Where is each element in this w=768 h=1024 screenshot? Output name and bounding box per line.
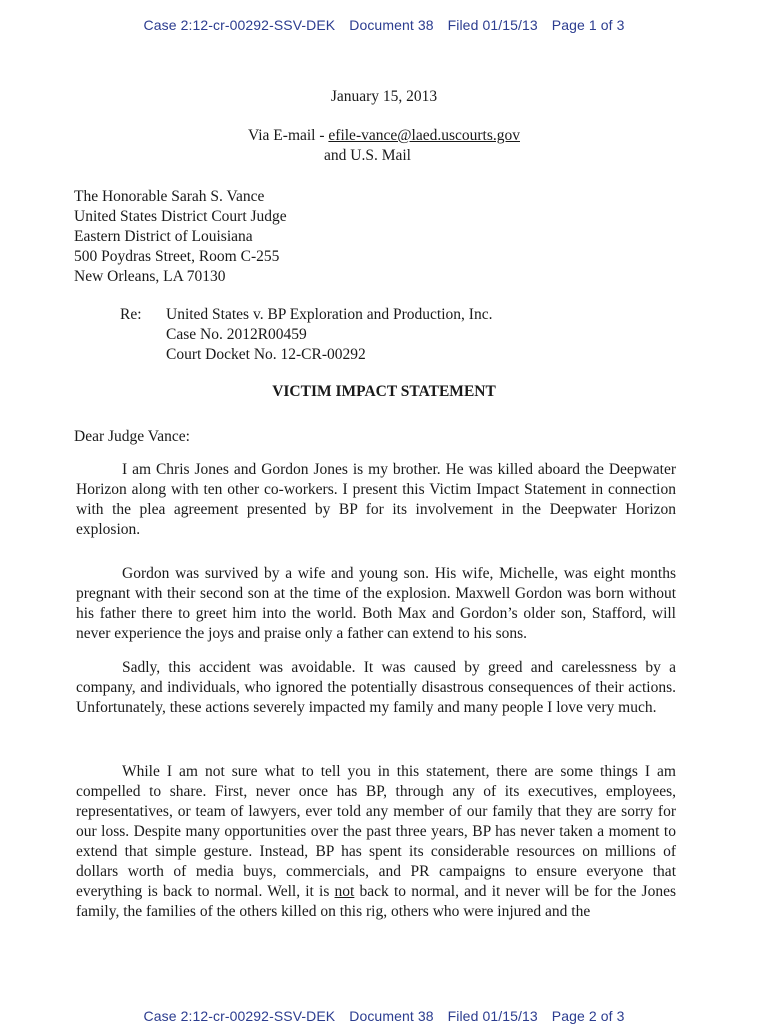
re-line: Case No. 2012R00459 — [166, 326, 307, 343]
salutation: Dear Judge Vance: — [74, 428, 190, 445]
body-paragraph-3: Sadly, this accident was avoidable. It was caused by greed and carelessness by a company, and individuals, who ignored the potentially disastrous consequences of their actions. Unfortunately, these actions severely impacted my family and many people I love very much. — [76, 659, 676, 716]
emphasized-not: not — [334, 883, 355, 900]
delivery-method-mail: and U.S. Mail — [324, 147, 411, 164]
recipient-address — [74, 187, 287, 287]
address-line: 500 Poydras Street, Room C-255 — [74, 248, 280, 265]
re-reference-block — [166, 305, 492, 365]
re-line: United States v. BP Exploration and Production, Inc. — [166, 306, 493, 323]
re-label: Re: — [120, 306, 142, 323]
paragraph-4-text-start: While I am not sure what to tell you in this statement, there are some things I am compelled to share. First, never once has BP, through any of its executives, employees, representatives, or team of lawyers, ever told any member of our family that they are sorry for our loss. Despite many opportunities over the past three years, BP has never taken a moment to extend that simple gesture. Instead, BP has spent its considerable resources on millions of dollars worth of media buys, commercials, and PR campaigns to ensure everyone that everything is back to normal. Well, it is — [76, 763, 676, 900]
email-link[interactable]: efile-vance@laed.uscourts.gov — [328, 127, 520, 144]
body-paragraph-4 — [76, 762, 676, 922]
stamp-filed-date: Filed 01/15/13 — [447, 1008, 538, 1024]
letter-date: January 15, 2013 — [330, 88, 438, 105]
re-line: Court Docket No. 12-CR-00292 — [166, 346, 366, 363]
body-paragraph-1: I am Chris Jones and Gordon Jones is my brother. He was killed aboard the Deepwater Horizon along with ten other co-workers. I present this Victim Impact Statement in connection with the plea agreement presented by BP for its involvement in the Deepwater Horizon explosion. — [76, 461, 676, 538]
statement-title: VICTIM IMPACT STATEMENT — [272, 383, 496, 400]
stamp-filed-date: Filed 01/15/13 — [447, 17, 538, 33]
address-line: New Orleans, LA 70130 — [74, 268, 226, 285]
filing-stamp-top — [0, 17, 768, 33]
stamp-document: Document 38 — [349, 17, 434, 33]
stamp-document: Document 38 — [349, 1008, 434, 1024]
address-line: Eastern District of Louisiana — [74, 228, 253, 245]
stamp-page: Page 2 of 3 — [551, 1008, 625, 1024]
stamp-case-number: Case 2:12-cr-00292-SSV-DEK — [143, 1008, 336, 1024]
delivery-method-email — [0, 126, 768, 146]
address-line: United States District Court Judge — [74, 208, 287, 225]
body-paragraph-2: Gordon was survived by a wife and young son. His wife, Michelle, was eight months pregnant with their second son at the time of the explosion. Maxwell Gordon was born without his father there to greet him into the world. Both Max and Gordon’s older son, Stafford, will never experience the joys and praise only a father can extend to his sons. — [76, 565, 676, 642]
filing-stamp-bottom — [0, 1008, 768, 1024]
via-email-label: Via E-mail - — [247, 127, 329, 144]
paragraph-4-text-end: back to normal, and it never will be for the Jones family, the families of the others killed on this rig, others who were injured and the — [76, 883, 676, 920]
address-line: The Honorable Sarah S. Vance — [74, 188, 265, 205]
stamp-page: Page 1 of 3 — [551, 17, 625, 33]
stamp-case-number: Case 2:12-cr-00292-SSV-DEK — [143, 17, 336, 33]
